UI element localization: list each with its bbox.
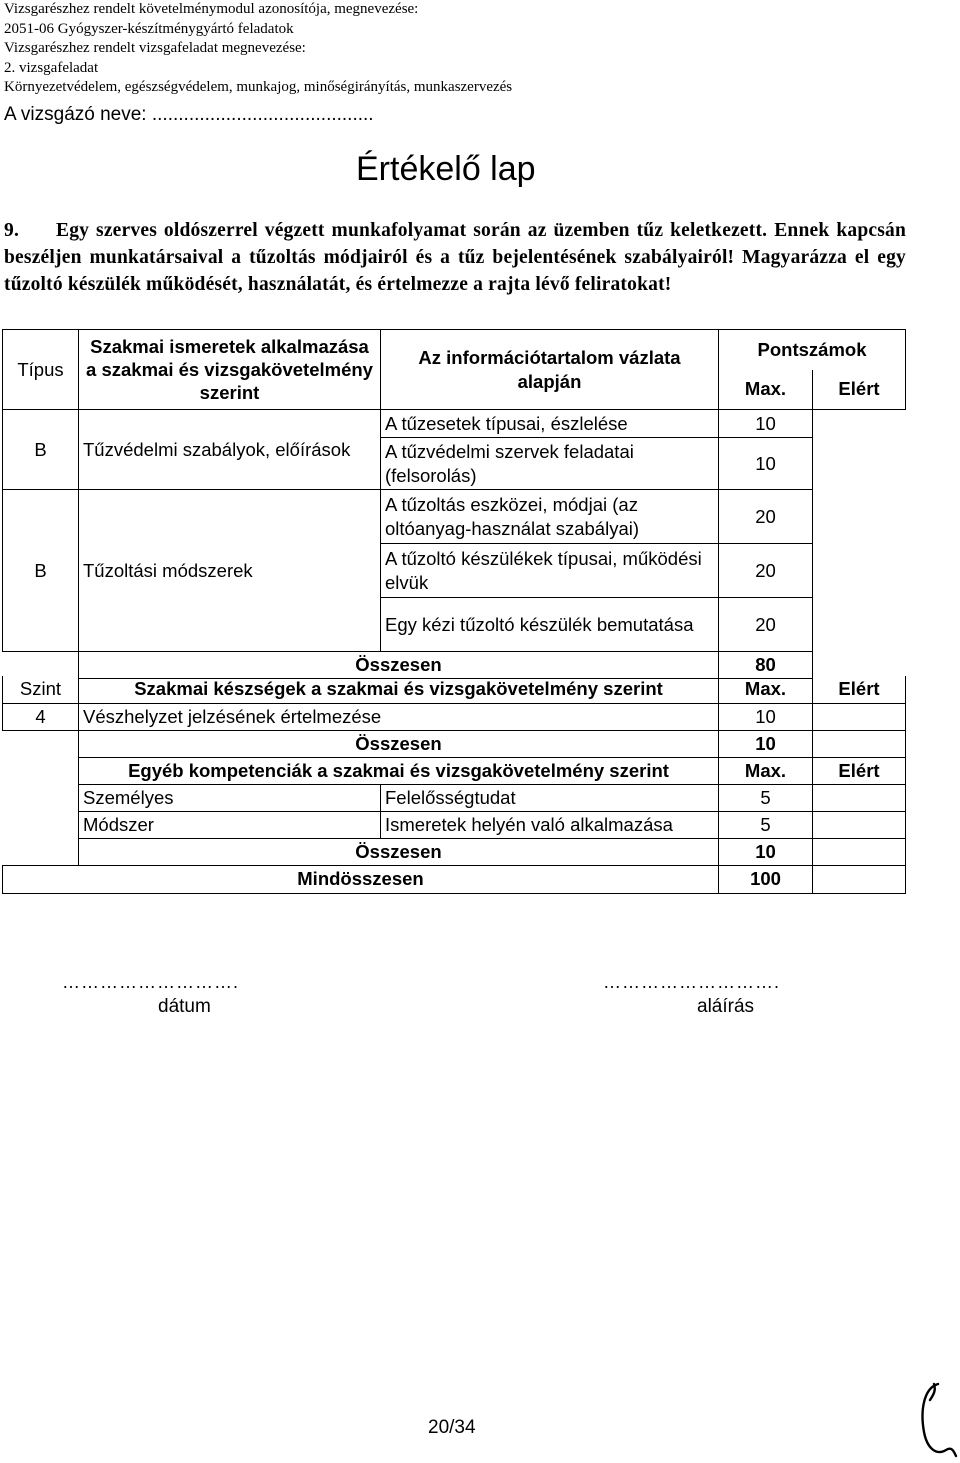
other-max: 5 (719, 811, 813, 838)
subtotal-max: 80 (719, 652, 813, 679)
header-line-2: 2051-06 Gyógyszer-készítménygyártó feladatok (4, 20, 294, 37)
table-row (3, 410, 906, 438)
item-max: 10 (719, 410, 813, 438)
item-text: Egy kézi tűzoltó készülék bemutatása (381, 598, 719, 652)
header-line-3: Vizsgarészhez rendelt vizsgafeladat megnevezése: (4, 40, 306, 57)
skill-text: Vészhelyzet jelzésének értelmezése (79, 703, 719, 730)
other-category: Személyes (79, 784, 381, 811)
skills-achieved-header: Elért (813, 676, 906, 703)
other-total-label: Összesen (79, 838, 719, 865)
item-text: A tűzoltó készülékek típusai, működési elvük (381, 544, 719, 598)
date-label: dátum (158, 996, 211, 1017)
skill-achieved (813, 703, 906, 730)
item-max: 20 (719, 598, 813, 652)
header-line-5: Környezetvédelem, egészségvédelem, munkajog, minőségirányítás, munkaszervezés (4, 79, 513, 96)
other-total-max: 10 (719, 838, 813, 865)
item-max: 20 (719, 544, 813, 598)
skill-level: 4 (3, 703, 79, 730)
subtotal-label: Összesen (79, 652, 719, 679)
other-total-achieved (813, 838, 906, 865)
skills-total-achieved (813, 730, 906, 757)
topic-cell: Tűzoltási módszerek (79, 490, 381, 652)
table-row (3, 811, 906, 838)
col-header-points: Pontszámok (719, 330, 906, 370)
achieved-blank (813, 410, 906, 679)
header-line-1: Vizsgarészhez rendelt követelménymodul azonosítója, megnevezése: (4, 1, 419, 17)
grand-total-achieved (813, 865, 906, 893)
subtotal-row (3, 652, 906, 679)
page-number: 20/34 (428, 1417, 476, 1438)
item-text: A tűzesetek típusai, észlelése (381, 410, 719, 438)
topic-cell: Tűzvédelmi szabályok, előírások (79, 410, 381, 490)
other-achieved-header: Elért (813, 757, 906, 784)
grand-total-row (3, 865, 906, 893)
type-cell: B (3, 490, 79, 652)
skill-max: 10 (719, 703, 813, 730)
initials-mark (916, 1380, 958, 1460)
page-title: Értékelő lap (356, 150, 536, 188)
table-row (3, 490, 906, 544)
other-header-row (3, 757, 906, 784)
task-description (4, 217, 906, 298)
header-line-4: 2. vizsgafeladat (4, 59, 99, 76)
other-text: Felelősségtudat (381, 784, 719, 811)
skills-total-max: 10 (719, 730, 813, 757)
other-category: Módszer (79, 811, 381, 838)
date-dots: ………………………. (62, 972, 240, 992)
item-max: 20 (719, 490, 813, 544)
type-cell: B (3, 410, 79, 490)
evaluation-table-lower (2, 676, 906, 894)
other-text: Ismeretek helyén való alkalmazása (381, 811, 719, 838)
other-max-header: Max. (719, 757, 813, 784)
other-achieved (813, 784, 906, 811)
examinee-name-line: A vizsgázó neve: .......................................... (4, 104, 374, 125)
skills-max-header: Max. (719, 676, 813, 703)
task-number: 9. (4, 220, 20, 241)
document-header (4, 0, 512, 98)
col-header-type: Típus (3, 330, 79, 410)
item-text: A tűzvédelmi szervek feladatai (felsorolás) (381, 438, 719, 490)
level-header: Szint (3, 676, 79, 703)
item-text: A tűzoltás eszközei, módjai (az oltóanyag-használat szabályai) (381, 490, 719, 544)
signature-label: aláírás (697, 996, 755, 1017)
other-achieved (813, 811, 906, 838)
col-header-knowledge: Szakmai ismeretek alkalmazása a szakmai és vizsgakövetelmény szerint (79, 330, 381, 410)
table-row (3, 703, 906, 730)
task-text: Egy szerves oldószerrel végzett munkafolyamat során az üzemben tűz keletkezett. Ennek kapcsán beszéljen munkatársaival a tűzoltás módjairól és a tűz bejelentésének szabályairól! Magyarázza el egy tűzoltó készülék működését, használatát, és értelmezze a rajta lévő feliratokat! (4, 220, 906, 295)
grand-total-label: Mindösszesen (3, 865, 719, 893)
col-header-achieved: Elért (813, 370, 906, 410)
skills-header: Szakmai készségek a szakmai és vizsgakövetelmény szerint (79, 676, 719, 703)
table-row (3, 784, 906, 811)
other-header: Egyéb kompetenciák a szakmai és vizsgakövetelmény szerint (79, 757, 719, 784)
other-max: 5 (719, 784, 813, 811)
grand-total-max: 100 (719, 865, 813, 893)
item-max: 10 (719, 438, 813, 490)
evaluation-table (2, 329, 906, 679)
subtotal-row (3, 730, 906, 757)
signature-dots: ………………………. (603, 972, 781, 992)
col-header-max: Max. (719, 370, 813, 410)
col-header-outline: Az információtartalom vázlata alapján (381, 330, 719, 410)
skills-total-label: Összesen (79, 730, 719, 757)
subtotal-row (3, 838, 906, 865)
